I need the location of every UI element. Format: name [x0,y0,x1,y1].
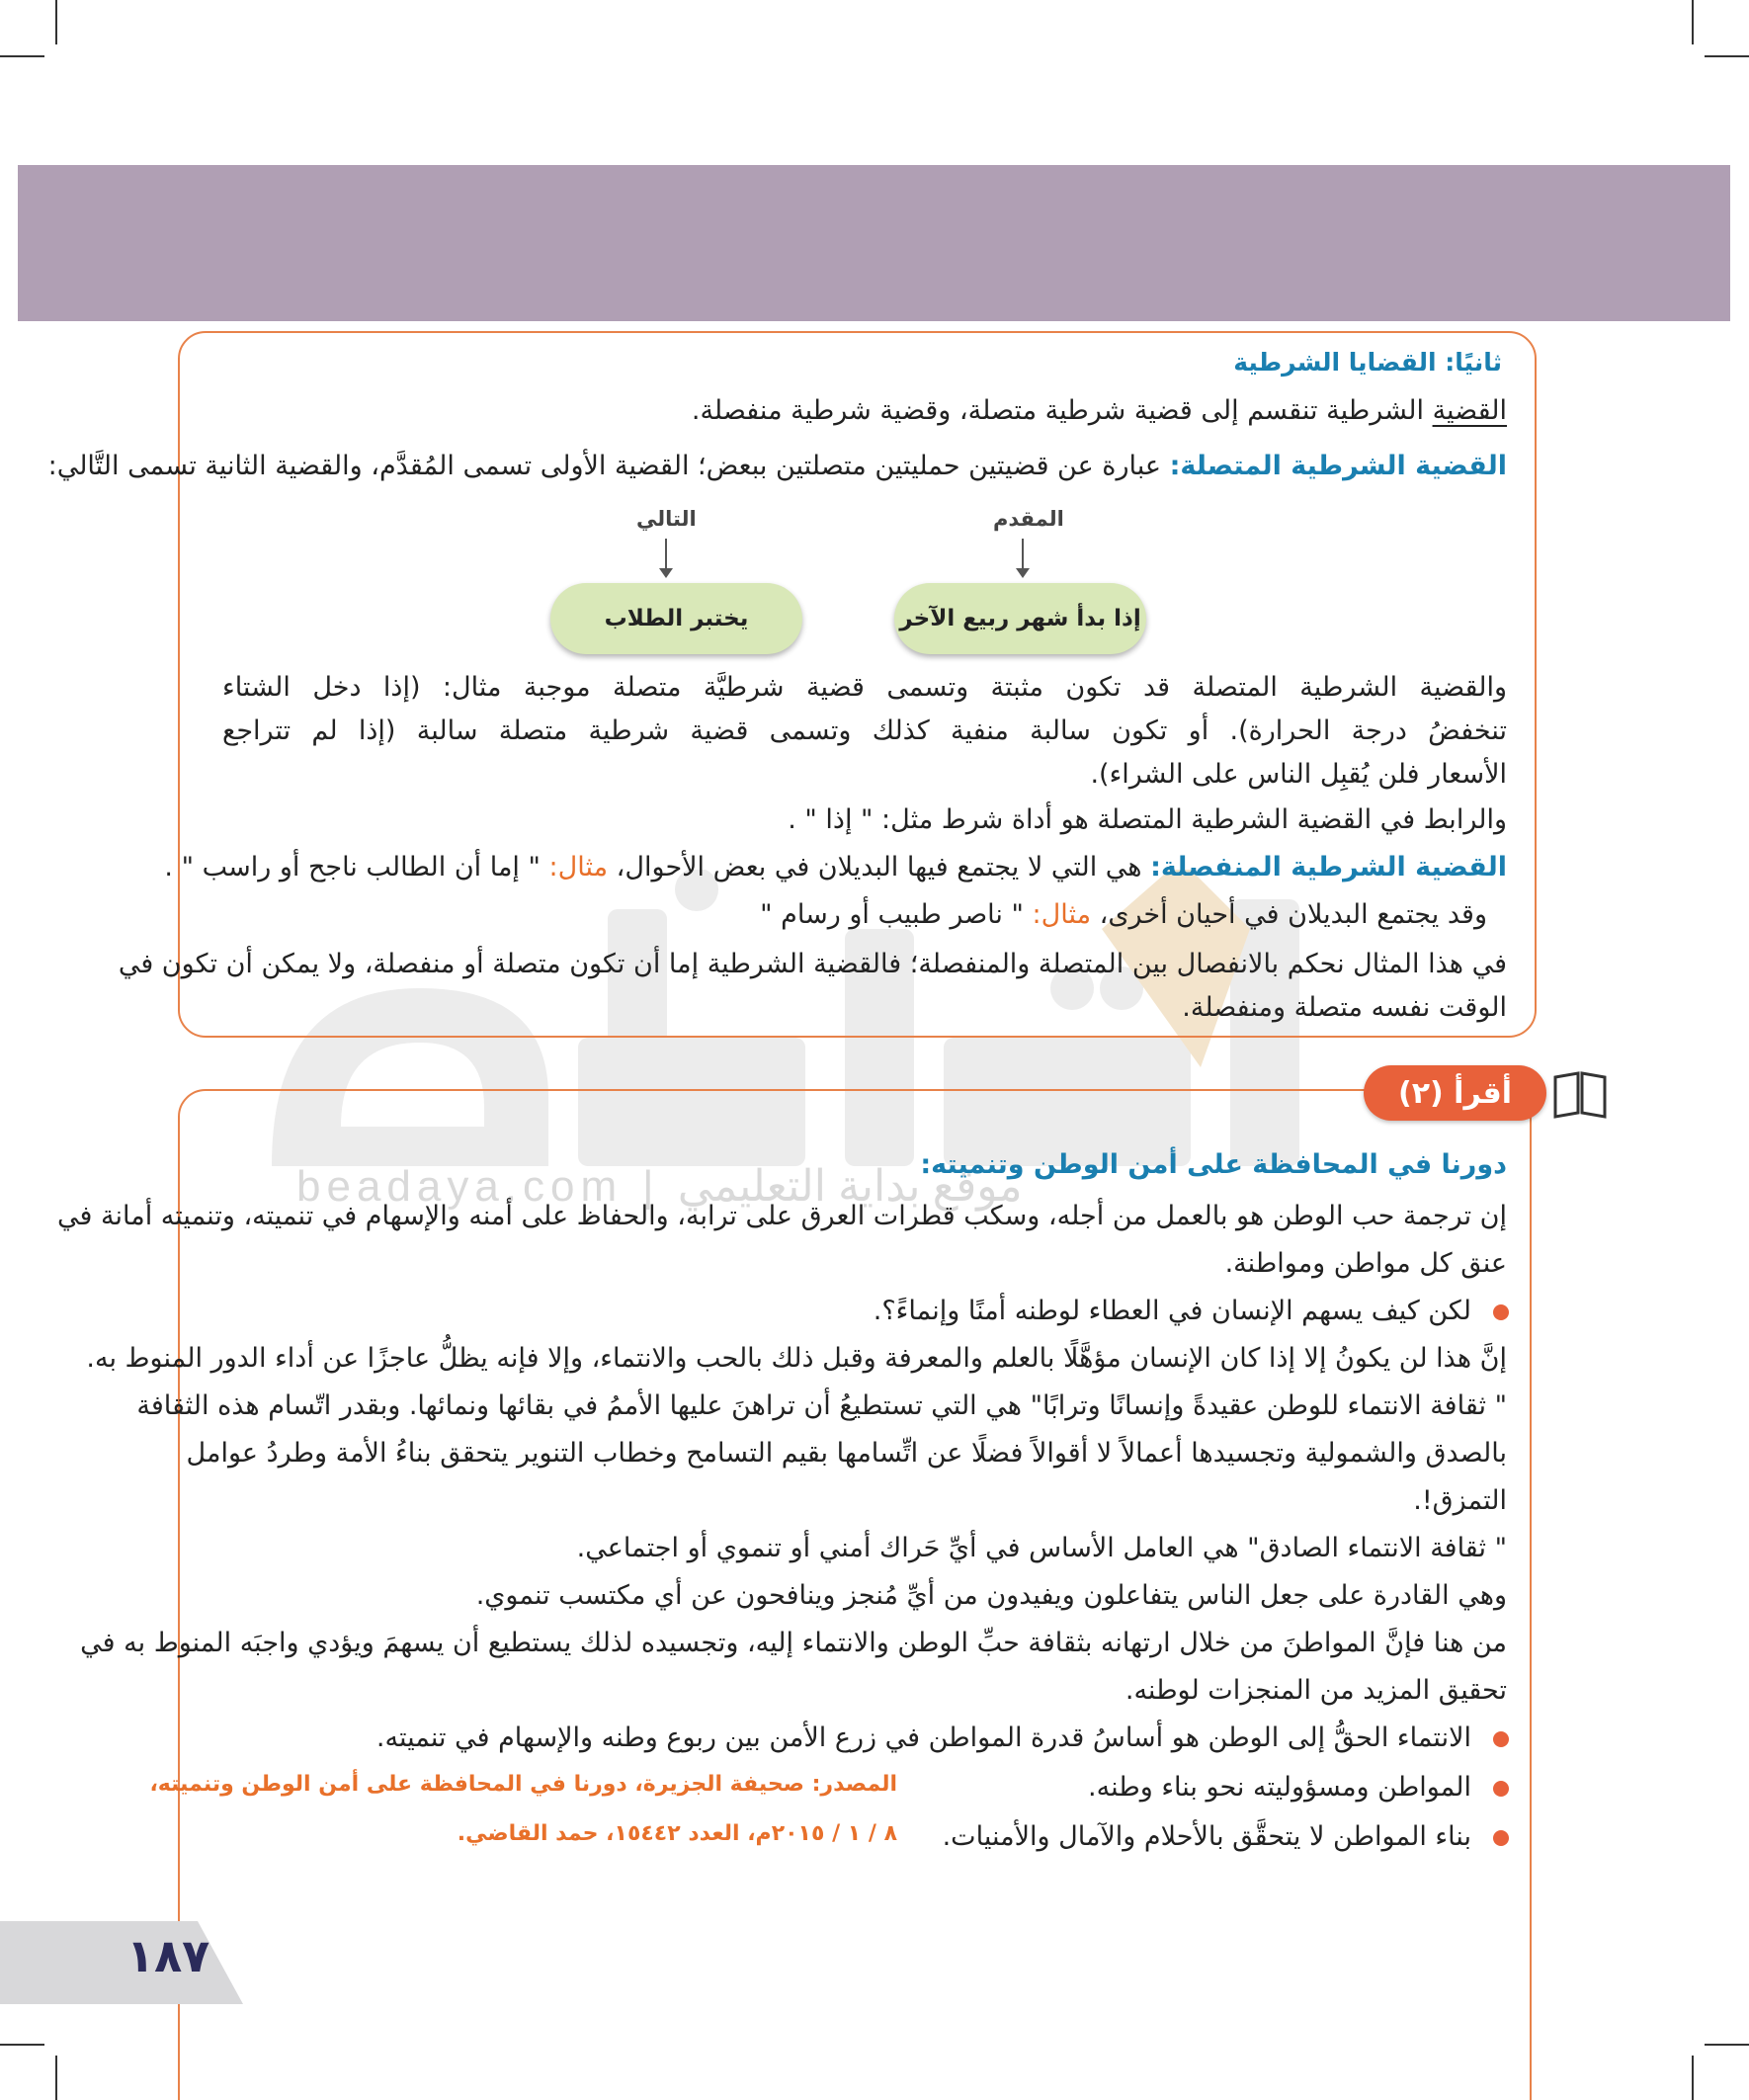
watermark-url-text: beadaya.com [296,1162,624,1211]
crop-mark [1705,55,1749,57]
disjoint-definition [164,852,1507,882]
header-banner [18,165,1730,321]
disjoint2-text: وقد يجتمع البديلان في أحيان أخرى، [1091,899,1487,930]
intro-line [692,395,1507,426]
reading-p6-line1: من هنا فإنَّ المواطنَ من خلال ارتهانه بثقافة حبِّ الوطن والانتماء إليه، وتجسيده لذلك يستطيع أن يسهمَ ويؤدي واجبَه المنوط به في [80,1628,1507,1658]
bullet-text-1: الانتماء الحقُّ إلى الوطن هو أساسُ قدرة المواطن في زرع الأمن بين ربوع وطنه والإسهام في تنميته. [375,1722,1471,1753]
reading-tab: أقرأ (٢) [1364,1065,1546,1121]
source-line2: ٨ / ١ / ٢٠١٥م، العدد ١٥٤٤٢، حمد القاضي. [457,1821,897,1846]
disjoint2-example: " ناصر طبيب أو رسام " [760,899,1033,930]
para1-line1: والقضية الشرطية المتصلة قد تكون مثبتة وتسمى قضية شرطيَّة متصلة موجبة مثال: (إذا دخل الشتاء [222,672,1507,703]
consequent-arrow [665,539,667,576]
connected-def-text: عبارة عن قضيتين حمليتين متصلتين ببعض؛ القضية الأولى تسمى المُقدَّم، والقضية الثانية تسمى التَّالي: [47,451,1170,481]
crop-mark [1705,2044,1749,2046]
bullet-dot [1493,1304,1509,1320]
example-label-2: مثال: [1032,899,1092,930]
crop-mark [55,2056,57,2100]
reading-p1-line1: إن ترجمة حب الوطن هو بالعمل من أجله، وسكب قطرات العرق على ترابه، والحفاظ على أمنه والإسهام في تنميته، وتنميته أمانة في [57,1201,1507,1231]
reading-heading: دورنا في المحافظة على أمن الوطن وتنميته: [920,1149,1507,1180]
question-text: لكن كيف يسهم الإنسان في العطاء لوطنه أمنًا وإنماءً؟. [873,1296,1471,1326]
closing-line1: في هذا المثال نحكم بالانفصال بين المتصلة والمنفصلة؛ فالقضية الشرطية إما أن تكون متصلة أو منفصلة، ولا يمكن أن تكون في [118,949,1507,979]
crop-mark [0,55,44,57]
para1-line2: تنخفضُ درجة الحرارة). أو تكون سالبة منفية كذلك وتسمى قضية شرطية متصلة سالبة (إذا لم تتراجع [222,715,1507,746]
reading-p4: " ثقافة الانتماء الصادق" هي العامل الأساس في أيِّ حَراك أمني أو تنموي أو اجتماعي. [576,1533,1507,1563]
disjoint-def-text: هي التي لا يجتمع فيها البديلان في بعض الأحوال، [608,852,1151,882]
connected-term: القضية الشرطية المتصلة: [1169,451,1507,481]
bullet-text-3: بناء المواطن لا يتحقَّق بالأحلام والآمال والأمنيات. [942,1821,1471,1852]
crop-mark [1692,2056,1694,2100]
reading-p1-line2: عنق كل مواطن ومواطنة. [1224,1248,1507,1279]
question-bullet [874,1296,1509,1326]
reading-p3-line2: بالصدق والشمولية وتجسيدها أعمالاً لا أقوالاً فضلًا عن اتِّسامها بقيم التسامح وخطاب التنوير يتحقق بناءُ الأمة وطردُ عوامل [186,1438,1507,1469]
crop-mark [0,2044,44,2046]
crop-mark [55,0,57,44]
antecedent-label: المقدم [993,507,1064,531]
bullet-dot [1493,1781,1509,1797]
reading-p5: وهي القادرة على جعل الناس يتفاعلون ويفيدون من أيِّ مُنجز وينافحون عن أي مكتسب تنموي. [475,1580,1507,1611]
consequent-label: التالي [636,507,697,531]
closing-line2: الوقت نفسه متصلة ومنفصلة. [1182,992,1507,1023]
connected-definition [48,451,1507,481]
reading-p2: إنَّ هذا لن يكونُ إلا إذا كان الإنسان مؤهَّلًا بالعلم والمعرفة وقبل ذلك بالحب والانتماء، وإلا فإنه يظلُّ عاجزًا عن أداء الدور المنوط به. [86,1343,1507,1374]
page-number: ١٨٧ [126,1929,210,1982]
intro-rest: الشرطية تنقسم إلى قضية شرطية متصلة، وقضية شرطية منفصلة. [691,395,1433,426]
connector-line: والرابط في القضية الشرطية المتصلة هو أداة شرط مثل: " إذا " . [788,804,1507,835]
bullet-item-2 [1088,1772,1509,1803]
antecedent-arrow [1022,539,1024,576]
disjoint-example: " إما أن الطالب ناجح أو راسب " . [164,852,549,882]
bullet-item-3 [943,1821,1509,1852]
bullet-dot [1493,1731,1509,1747]
disjoint-term: القضية الشرطية المنفصلة: [1150,852,1507,882]
bullet-dot [1493,1830,1509,1846]
para1-line3: الأسعار فلن يُقبِل الناس على الشراء). [1090,759,1507,790]
intro-underlined: القضية [1432,395,1507,426]
disjoint2-line [760,899,1487,930]
open-book-icon [1551,1069,1609,1119]
bullet-text-2: المواطن ومسؤوليته نحو بناء وطنه. [1088,1772,1471,1803]
crop-mark [1692,0,1694,44]
reading-p3-line3: التمزق!. [1413,1485,1507,1516]
watermark-tagline: | موقع بداية التعليمي [642,1162,1023,1211]
reading-p3-line1: " ثقافة الانتماء للوطن عقيدةً وإنسانًا وترابًا" هي التي تستطيعُ أن تراهنَ عليها الأممُ في بقائها ونمائها. وبقدر اتّسام هذه الثقافة [136,1390,1507,1421]
source-line1: المصدر: صحيفة الجزيرة، دورنا في المحافظة على أمن الوطن وتنميته، [149,1772,897,1797]
example-label: مثال: [548,852,609,882]
antecedent-pill: إذا بدأ شهر ربيع الآخر [894,583,1146,654]
consequent-pill: يختبر الطلاب [550,583,802,654]
reading-p6-line2: تحقيق المزيد من المنجزات لوطنه. [1124,1675,1507,1706]
section-title: ثانيًا: القضايا الشرطية [1233,348,1502,377]
bullet-item-1 [376,1722,1509,1753]
